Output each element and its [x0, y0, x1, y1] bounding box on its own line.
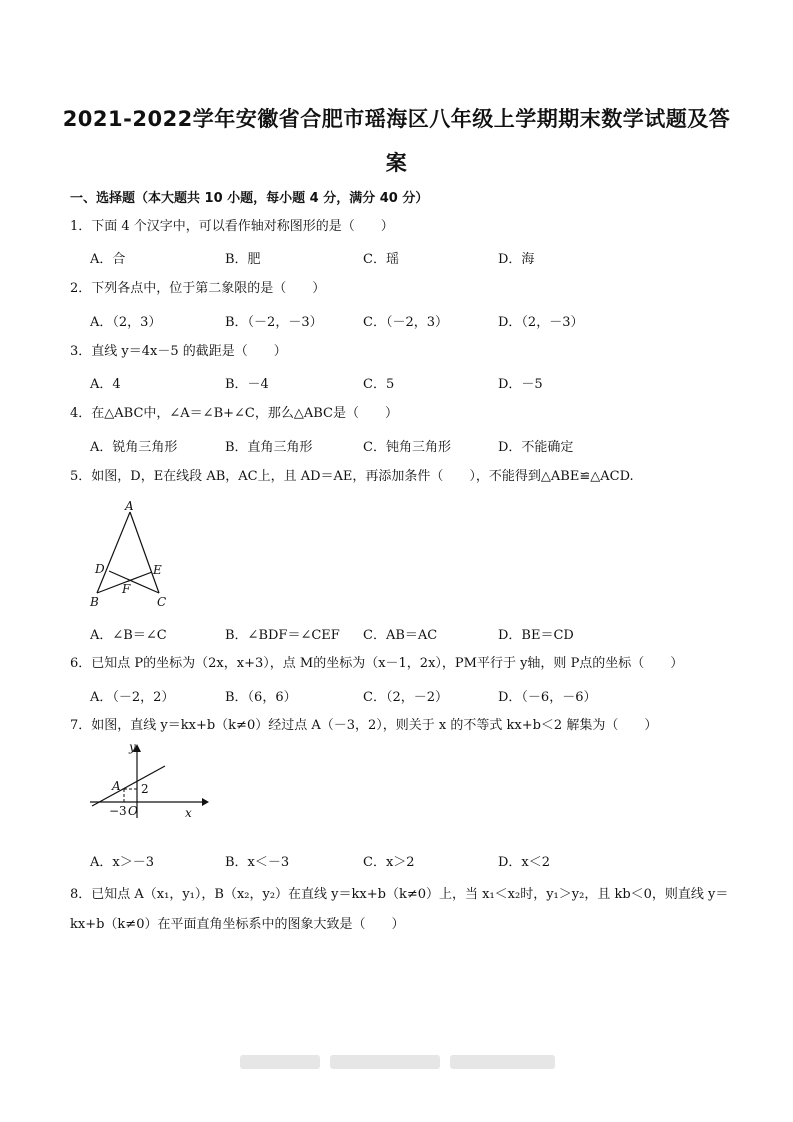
section-heading: 一、选择题（本大题共 10 小题，每小题 4 分，满分 40 分）: [70, 191, 429, 206]
segment-dc: [109, 571, 159, 593]
footer-watermark: [330, 1055, 440, 1069]
option-d: D．（－6，－6）: [498, 690, 597, 705]
question-5-stem: 5．如图，D，E在线段 AB，AC上，且 AD＝AE，再添加条件（ ），不能得到△ABE≌△ACD.: [70, 469, 634, 484]
footer-watermark: [240, 1055, 320, 1069]
option-d: D．（2，－3）: [498, 315, 584, 330]
option-a: A．4: [90, 377, 121, 392]
option-c: C．（2，－2）: [363, 690, 448, 705]
question-6-stem: 6．已知点 P的坐标为（2x，x+3），点 M的坐标为（x－1，2x），PM平行于 y轴，则 P点的坐标（ ）: [70, 656, 684, 671]
option-c: C．5: [363, 377, 395, 392]
option-b: B．（－2，－3）: [225, 315, 323, 330]
option-c: C．钝角三角形: [363, 440, 451, 455]
option-c: C．x＞2: [363, 855, 415, 870]
option-d: D．BE＝CD: [498, 628, 574, 643]
label-y: y: [129, 740, 136, 754]
question-5-triangle-figure: [85, 496, 180, 611]
label-x: x: [185, 806, 192, 820]
question-2-options: [90, 311, 710, 331]
label-f: F: [122, 582, 131, 596]
question-4-stem: 4．在△ABC中，∠A＝∠B+∠C，那么△ABC是（ ）: [70, 406, 398, 421]
question-6-options: [90, 686, 710, 706]
page-title-line1: 2021-2022学年安徽省合肥市瑶海区八年级上学期期末数学试题及答: [62, 107, 731, 131]
option-b: B．（6，6）: [225, 690, 297, 705]
option-d: D．不能确定: [498, 440, 574, 455]
label-d: D: [95, 562, 105, 576]
option-b: B．x＜－3: [225, 855, 290, 870]
label-2: 2: [141, 782, 149, 796]
question-3-options: [90, 373, 710, 393]
label-b: B: [90, 595, 99, 609]
label-minus-3: −3: [109, 804, 127, 818]
option-a: A．（－2，2）: [90, 690, 175, 705]
question-7-graph-figure: [85, 738, 210, 823]
segment-ac: [130, 512, 159, 593]
option-d: D．x＜2: [498, 855, 551, 870]
option-a: A．x＞－3: [90, 855, 154, 870]
option-a: A．（2，3）: [90, 315, 162, 330]
x-axis-arrow: [202, 798, 209, 806]
label-c: C: [157, 595, 167, 609]
line-kx-plus-b: [92, 766, 165, 806]
option-d: D．海: [498, 252, 535, 267]
page-title-line2: 案: [385, 151, 408, 175]
option-a: A．合: [90, 252, 126, 267]
label-a: A: [125, 499, 134, 513]
option-c: C．AB＝AC: [363, 628, 438, 643]
question-2-stem: 2．下列各点中，位于第二象限的是（ ）: [70, 281, 326, 296]
option-b: B．肥: [225, 252, 261, 267]
option-b: B．∠BDF＝∠CEF: [225, 628, 340, 643]
option-c: C．瑶: [363, 252, 399, 267]
option-b: B．－4: [225, 377, 269, 392]
footer-watermark: [450, 1055, 555, 1069]
question-1-options: [90, 248, 710, 268]
label-a: A: [112, 779, 121, 793]
option-d: D．－5: [498, 377, 543, 392]
label-o: O: [128, 804, 138, 818]
question-3-stem: 3．直线 y＝4x－5 的截距是（ ）: [70, 344, 287, 359]
option-c: C．（－2，3）: [363, 315, 448, 330]
question-5-options: [90, 624, 710, 644]
option-b: B．直角三角形: [225, 440, 313, 455]
question-7-stem: 7．如图，直线 y＝kx+b（k≠0）经过点 A（－3，2），则关于 x 的不等式 kx+b＜2 解集为（ ）: [70, 718, 658, 733]
option-a: A．∠B＝∠C: [90, 628, 167, 643]
question-4-options: [90, 436, 710, 456]
label-e: E: [153, 563, 162, 577]
question-8-stem: 8．已知点 A（x₁，y₁），B（x₂，y₂）在直线 y＝kx+b（k≠0）上，当 x₁＜x₂时，y₁＞y₂，且 kb＜0，则直线 y＝kx+b（k≠0）在平面直角坐标系中的图象大致是（ ）: [70, 887, 729, 932]
segment-ab: [97, 512, 130, 593]
option-a: A．锐角三角形: [90, 440, 178, 455]
question-7-options: [90, 851, 710, 871]
question-1-stem: 1．下面 4 个汉字中，可以看作轴对称图形的是（ ）: [70, 219, 394, 234]
